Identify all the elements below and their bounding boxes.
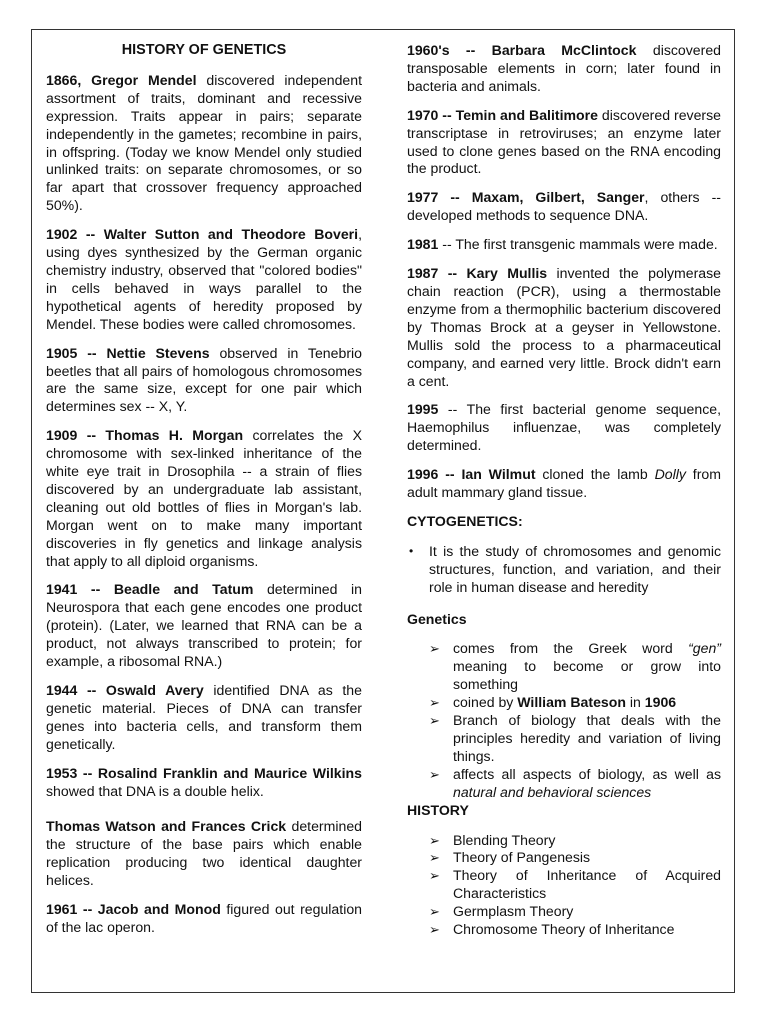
left-column xyxy=(46,42,362,948)
genetics-heading: Genetics xyxy=(407,610,467,627)
list-item-text: meaning to become or grow into something xyxy=(453,658,721,693)
list-item-text: coined by xyxy=(453,694,518,711)
list-item-text: Chromosome Theory of Inheritance xyxy=(453,921,675,938)
list-item xyxy=(407,832,721,850)
entry-watson-crick xyxy=(46,818,362,890)
list-item xyxy=(407,903,721,921)
entry-jacob-monod xyxy=(46,901,362,937)
history-heading: HISTORY xyxy=(407,801,469,818)
list-item xyxy=(407,849,721,867)
entry-beadle-tatum xyxy=(46,581,362,671)
entry-avery xyxy=(46,682,362,754)
list-item-text: affects all aspects of biology, as well as xyxy=(453,765,721,782)
entry-sutton-boveri xyxy=(46,226,362,333)
entry-heading: 1953 -- Rosalind Franklin and Maurice Wilkins xyxy=(46,764,362,781)
list-item-text: Blending Theory xyxy=(453,831,556,848)
entry-wilmut xyxy=(407,466,721,502)
entry-text: correlates the X chromosome with sex-linked inheritance of the white eye trait in Drosophila -- a strain of flies discovered by an undergraduate lab assistant, cleaning out old bottles of flies in Morgan's lab. Morgan went on to make many important discoveries in fly genetics and linkage analysis that apply to all diploid organisms. xyxy=(46,427,362,569)
entry-heading: 1977 -- Maxam, Gilbert, Sanger xyxy=(407,189,645,206)
entry-text: from adult mammary gland tissue. xyxy=(407,466,721,501)
entry-heading: 1960's -- Barbara McClintock xyxy=(407,42,637,58)
entry-mcclintock xyxy=(407,42,721,96)
entry-haemophilus xyxy=(407,401,721,455)
entry-text: discovered independent assortment of traits, dominant and recessive expression. Traits appear in pairs; separate independently in the gametes; recombine in pairs, in offspring. (Today we know Mendel only studied unlinked traits: on separate chromosomes, or so far apart that crossover frequency approached 50%). xyxy=(46,71,362,214)
year-bold: 1906 xyxy=(644,694,677,711)
entry-text: discovered transposable elements in corn; later found in bacteria and animals. xyxy=(407,42,722,94)
list-item xyxy=(407,694,721,712)
entry-mullis xyxy=(407,265,721,390)
entry-heading: 1905 -- Nettie Stevens xyxy=(46,344,210,361)
entry-text: identified DNA as the genetic material. Pieces of DNA can transfer genes into bacteria cells, and transform them genetically. xyxy=(46,682,362,752)
entry-text: invented the polymerase chain reaction (PCR), using a thermostable enzyme from a thermophilic bacterium discovered by Thomas Brock at a geyser in Yellowstone. Mullis sold the process to a pharmaceutical company, and earned very little. Brock didn't earn a cent. xyxy=(407,265,721,389)
arrow-bullet-icon: ➢ xyxy=(429,868,440,884)
entry-morgan xyxy=(46,427,362,570)
entry-text: -- The first transgenic mammals were made. xyxy=(438,236,718,253)
entry-text: cloned the lamb xyxy=(535,466,655,483)
entry-text: -- The first bacterial genome sequence, Haemophilus influenzae, was completely determined. xyxy=(407,401,721,454)
entry-heading: 1961 -- Jacob and Monod xyxy=(46,901,221,918)
entry-heading: 1987 -- Kary Mullis xyxy=(407,265,548,282)
cytogenetics-list xyxy=(407,543,721,597)
list-item-text: Branch of biology that deals with the principles heredity and variation of living things. xyxy=(453,712,721,764)
list-item xyxy=(407,640,721,694)
sciences-italic: natural and behavioral sciences xyxy=(453,783,652,800)
list-item-text: in xyxy=(625,694,645,711)
entry-mendel xyxy=(46,72,362,215)
entry-text: , others -- developed methods to sequence DNA. xyxy=(407,189,721,224)
arrow-bullet-icon: ➢ xyxy=(429,641,440,657)
entry-heading: 1995 xyxy=(407,401,439,418)
entry-heading: 1981 xyxy=(407,236,439,253)
cytogenetics-heading: CYTOGENETICS: xyxy=(407,512,523,529)
list-item-text: Theory of Pangenesis xyxy=(453,849,591,866)
list-item xyxy=(407,543,721,597)
entry-heading: Thomas Watson and Frances Crick xyxy=(46,818,287,835)
list-item-text: comes from the Greek word xyxy=(453,640,689,657)
entry-heading: 1902 -- Walter Sutton and Theodore Boveri xyxy=(46,226,359,243)
entry-heading: 1996 -- Ian Wilmut xyxy=(407,466,536,483)
arrow-bullet-icon: ➢ xyxy=(429,904,440,920)
dolly-italic: Dolly xyxy=(654,466,686,483)
right-column xyxy=(407,42,721,950)
list-item xyxy=(407,867,721,903)
entry-text: observed in Tenebrio beetles that all pairs of homologous chromosomes are the same size, except for one pair which determines sex -- X, Y. xyxy=(46,344,362,415)
bullet-dot-icon: • xyxy=(409,543,414,558)
list-item-text: It is the study of chromosomes and genomic structures, function, and variation, and their role in human disease and heredity xyxy=(429,542,721,595)
arrow-bullet-icon: ➢ xyxy=(429,850,440,866)
list-item xyxy=(407,921,721,939)
bateson-bold: William Bateson xyxy=(517,694,626,711)
arrow-bullet-icon: ➢ xyxy=(429,713,440,729)
arrow-bullet-icon: ➢ xyxy=(429,922,440,938)
entry-temin-baltimore xyxy=(407,107,721,179)
entry-text: determined in Neurospora that each gene encodes one product (protein). (Later, we learned that RNA can be a product, not always transcribed to protein; for example, a ribosomal RNA.) xyxy=(46,581,362,670)
list-item xyxy=(407,712,721,766)
arrow-bullet-icon: ➢ xyxy=(429,766,440,782)
entry-text: figured out regulation of the lac operon. xyxy=(46,901,362,935)
arrow-bullet-icon: ➢ xyxy=(429,695,440,711)
entry-text: , using dyes synthesized by the German organic chemistry industry, observed that "colored bodies" in cells behaved in ways parallel to the hypothetical agents of heredity proposed by Mendel. These bodies were called chromosomes. xyxy=(46,226,362,332)
entry-franklin-wilkins xyxy=(46,765,362,801)
history-list xyxy=(407,832,721,939)
entry-heading: 1941 -- Beadle and Tatum xyxy=(46,581,254,598)
page-frame xyxy=(31,29,735,993)
arrow-bullet-icon: ➢ xyxy=(429,832,440,848)
entry-heading: 1970 -- Temin and Balitimore xyxy=(407,106,598,123)
entry-heading: 1909 -- Thomas H. Morgan xyxy=(46,427,244,444)
entry-text: showed that DNA is a double helix. xyxy=(46,782,264,799)
entry-stevens xyxy=(46,345,362,417)
entry-transgenic xyxy=(407,236,721,254)
entry-text: discovered reverse transcriptase in retroviruses; an enzyme later used to clone genes based on the RNA encoding the product. xyxy=(407,106,721,177)
gen-italic: “gen” xyxy=(688,640,721,657)
entry-text: determined the structure of the base pairs which enable replication producing two identical daughter helices. xyxy=(46,818,362,889)
list-item-text: Germplasm Theory xyxy=(453,903,574,920)
genetics-list xyxy=(407,640,721,801)
entry-heading: 1944 -- Oswald Avery xyxy=(46,682,204,698)
list-item xyxy=(407,766,721,802)
page-title: HISTORY OF GENETICS xyxy=(121,42,287,58)
entry-sanger xyxy=(407,189,721,225)
entry-heading: 1866, Gregor Mendel xyxy=(46,71,197,88)
list-item-text: Theory of Inheritance of Acquired Characteristics xyxy=(453,867,721,902)
